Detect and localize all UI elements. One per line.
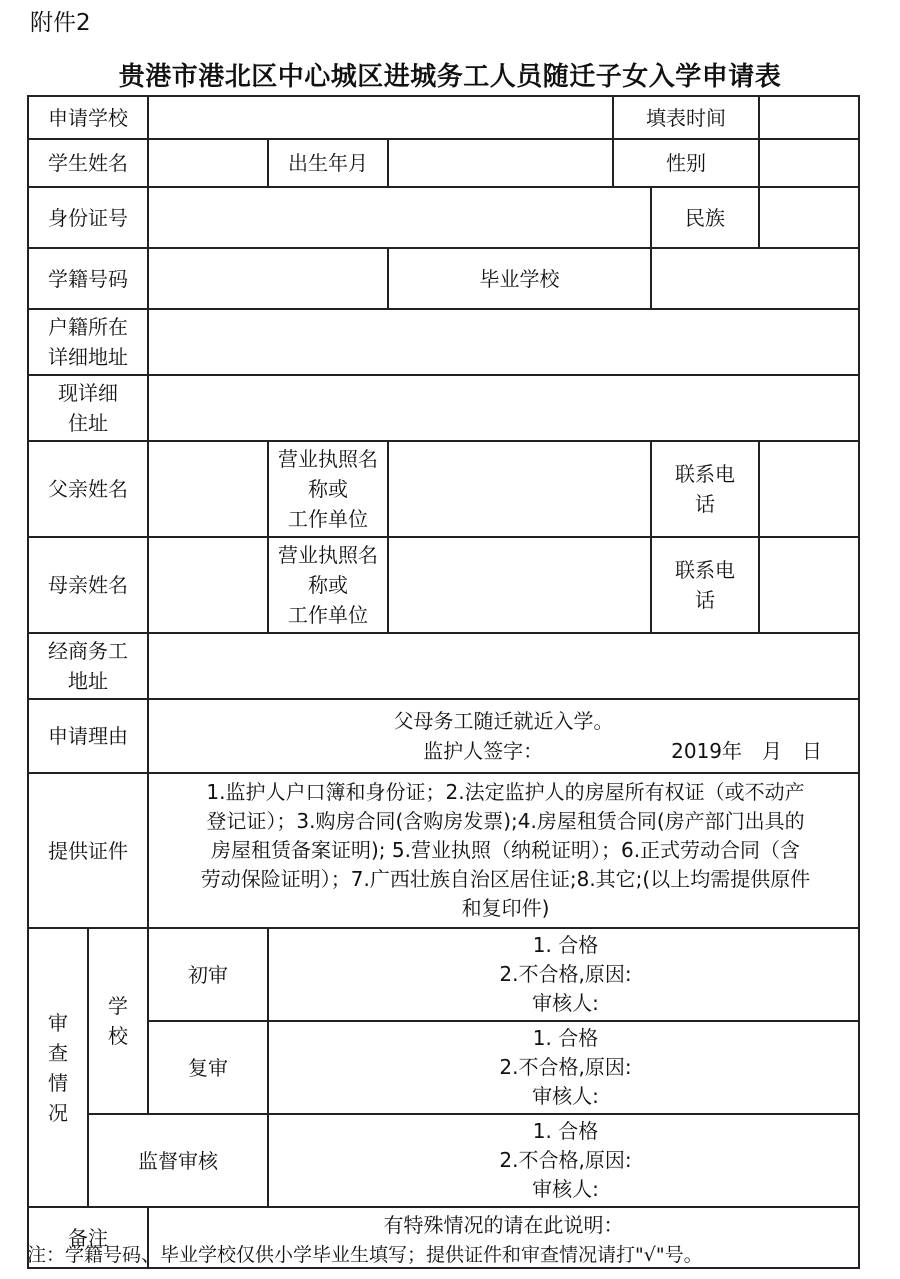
- second-review-field[interactable]: [268, 1021, 859, 1114]
- student-no-field[interactable]: [148, 248, 388, 309]
- review-option-fail[interactable]: 2.不合格,原因:: [499, 1148, 632, 1172]
- review-reviewer: 审核人:: [532, 991, 599, 1015]
- label-review-char1: 审: [48, 1010, 68, 1035]
- id-number-field[interactable]: [148, 187, 651, 248]
- review-reviewer: 审核人:: [532, 1084, 599, 1108]
- attachment-label: 附件2: [30, 10, 91, 36]
- label-first-review: 初审: [148, 928, 268, 1021]
- label-school-review: [88, 928, 148, 1114]
- label-father-phone: [651, 441, 759, 537]
- student-name-field[interactable]: [148, 139, 268, 187]
- label-huji-line1: 户籍所在: [48, 315, 128, 339]
- label-id-number: 身份证号: [28, 187, 148, 248]
- label-biz-line2: 称或: [308, 477, 348, 501]
- document-line: 登记证）；3.购房合同(含购房发票);4.房屋租赁合同(房产部门出具的: [206, 809, 805, 833]
- label-current-line1: 现详细: [58, 381, 118, 405]
- label-work-line2: 地址: [68, 669, 108, 693]
- father-business-field[interactable]: [388, 441, 651, 537]
- label-mother-name: 母亲姓名: [28, 537, 148, 633]
- label-father-name: 父亲姓名: [28, 441, 148, 537]
- review-option-fail[interactable]: 2.不合格,原因:: [499, 962, 632, 986]
- label-biz-line2: 称或: [308, 573, 348, 597]
- label-review-char2: 查: [48, 1040, 68, 1065]
- guardian-signature-label: 监护人签字：: [423, 739, 544, 763]
- school-field[interactable]: [148, 96, 613, 139]
- label-second-review: 复审: [148, 1021, 268, 1114]
- label-father-business: [268, 441, 388, 537]
- label-student-name: 学生姓名: [28, 139, 148, 187]
- reason-field[interactable]: [148, 699, 859, 773]
- label-school-char2: 校: [108, 1024, 128, 1048]
- birth-field[interactable]: [388, 139, 613, 187]
- label-school-char1: 学: [108, 994, 128, 1018]
- father-name-field[interactable]: [148, 441, 268, 537]
- label-remark: 备注: [28, 1207, 148, 1268]
- gender-field[interactable]: [759, 139, 859, 187]
- label-student-no: 学籍号码: [28, 248, 148, 309]
- label-school: 申请学校: [28, 96, 148, 139]
- footnote: 注：学籍号码、毕业学校仅供小学毕业生填写；提供证件和审查情况请打"√"号。: [27, 1244, 703, 1266]
- first-review-field[interactable]: [268, 928, 859, 1021]
- label-birth: 出生年月: [268, 139, 388, 187]
- review-option-pass[interactable]: 1. 合格: [532, 1026, 599, 1050]
- review-option-pass[interactable]: 1. 合格: [532, 933, 599, 957]
- grad-school-field[interactable]: [651, 248, 859, 309]
- ethnicity-field[interactable]: [759, 187, 859, 248]
- document-line: 劳动保险证明）；7.广西壮族自治区居住证;8.其它;(以上均需提供原件: [200, 867, 811, 891]
- label-grad-school: 毕业学校: [388, 248, 651, 309]
- page-title: 贵港市港北区中心城区进城务工人员随迁子女入学申请表: [118, 62, 782, 92]
- mother-business-field[interactable]: [388, 537, 651, 633]
- label-review-char3: 情: [48, 1070, 68, 1095]
- label-work-address: [28, 633, 148, 699]
- label-phone-line1: 联系电: [675, 462, 736, 486]
- label-phone-line2: 话: [695, 492, 716, 516]
- huji-address-field[interactable]: [148, 309, 859, 375]
- label-phone-line1: 联系电: [675, 558, 736, 582]
- application-form: [27, 95, 860, 1269]
- label-mother-business: [268, 537, 388, 633]
- label-review-status: [28, 928, 88, 1207]
- label-mother-phone: [651, 537, 759, 633]
- label-gender: 性别: [613, 139, 759, 187]
- work-address-field[interactable]: [148, 633, 859, 699]
- label-current-line2: 住址: [68, 411, 108, 435]
- signature-date: 2019年 月 日: [671, 739, 823, 763]
- mother-phone-field[interactable]: [759, 537, 859, 633]
- documents-list: [148, 773, 859, 928]
- remark-hint: 有特殊情况的请在此说明：: [383, 1213, 624, 1237]
- document-line: 1.监护人户口簿和身份证；2.法定监护人的房屋所有权证（或不动产: [206, 780, 805, 804]
- fill-time-field[interactable]: [759, 96, 859, 139]
- label-work-line1: 经商务工: [48, 639, 128, 663]
- label-biz-line1: 营业执照名: [278, 447, 378, 471]
- label-supervise-review: 监督审核: [88, 1114, 268, 1207]
- label-biz-line3: 工作单位: [288, 603, 368, 627]
- label-huji-line2: 详细地址: [48, 345, 128, 369]
- label-fill-time: 填表时间: [613, 96, 759, 139]
- label-phone-line2: 话: [695, 588, 716, 612]
- label-huji-address: [28, 309, 148, 375]
- document-line: 房屋租赁备案证明); 5.营业执照（纳税证明）；6.正式劳动合同（含: [210, 838, 801, 862]
- father-phone-field[interactable]: [759, 441, 859, 537]
- label-reason: 申请理由: [28, 699, 148, 773]
- label-documents: 提供证件: [28, 773, 148, 928]
- review-option-fail[interactable]: 2.不合格,原因:: [499, 1055, 632, 1079]
- label-ethnicity: 民族: [651, 187, 759, 248]
- reason-text: 父母务工随迁就近入学。: [393, 709, 614, 733]
- label-biz-line3: 工作单位: [288, 507, 368, 531]
- review-reviewer: 审核人:: [532, 1177, 599, 1201]
- mother-name-field[interactable]: [148, 537, 268, 633]
- review-option-pass[interactable]: 1. 合格: [532, 1119, 599, 1143]
- supervise-review-field[interactable]: [268, 1114, 859, 1207]
- label-biz-line1: 营业执照名: [278, 543, 378, 567]
- label-current-address: [28, 375, 148, 441]
- label-review-char4: 况: [48, 1100, 68, 1125]
- document-line: 和复印件): [461, 896, 550, 920]
- current-address-field[interactable]: [148, 375, 859, 441]
- signature-line: [155, 736, 852, 766]
